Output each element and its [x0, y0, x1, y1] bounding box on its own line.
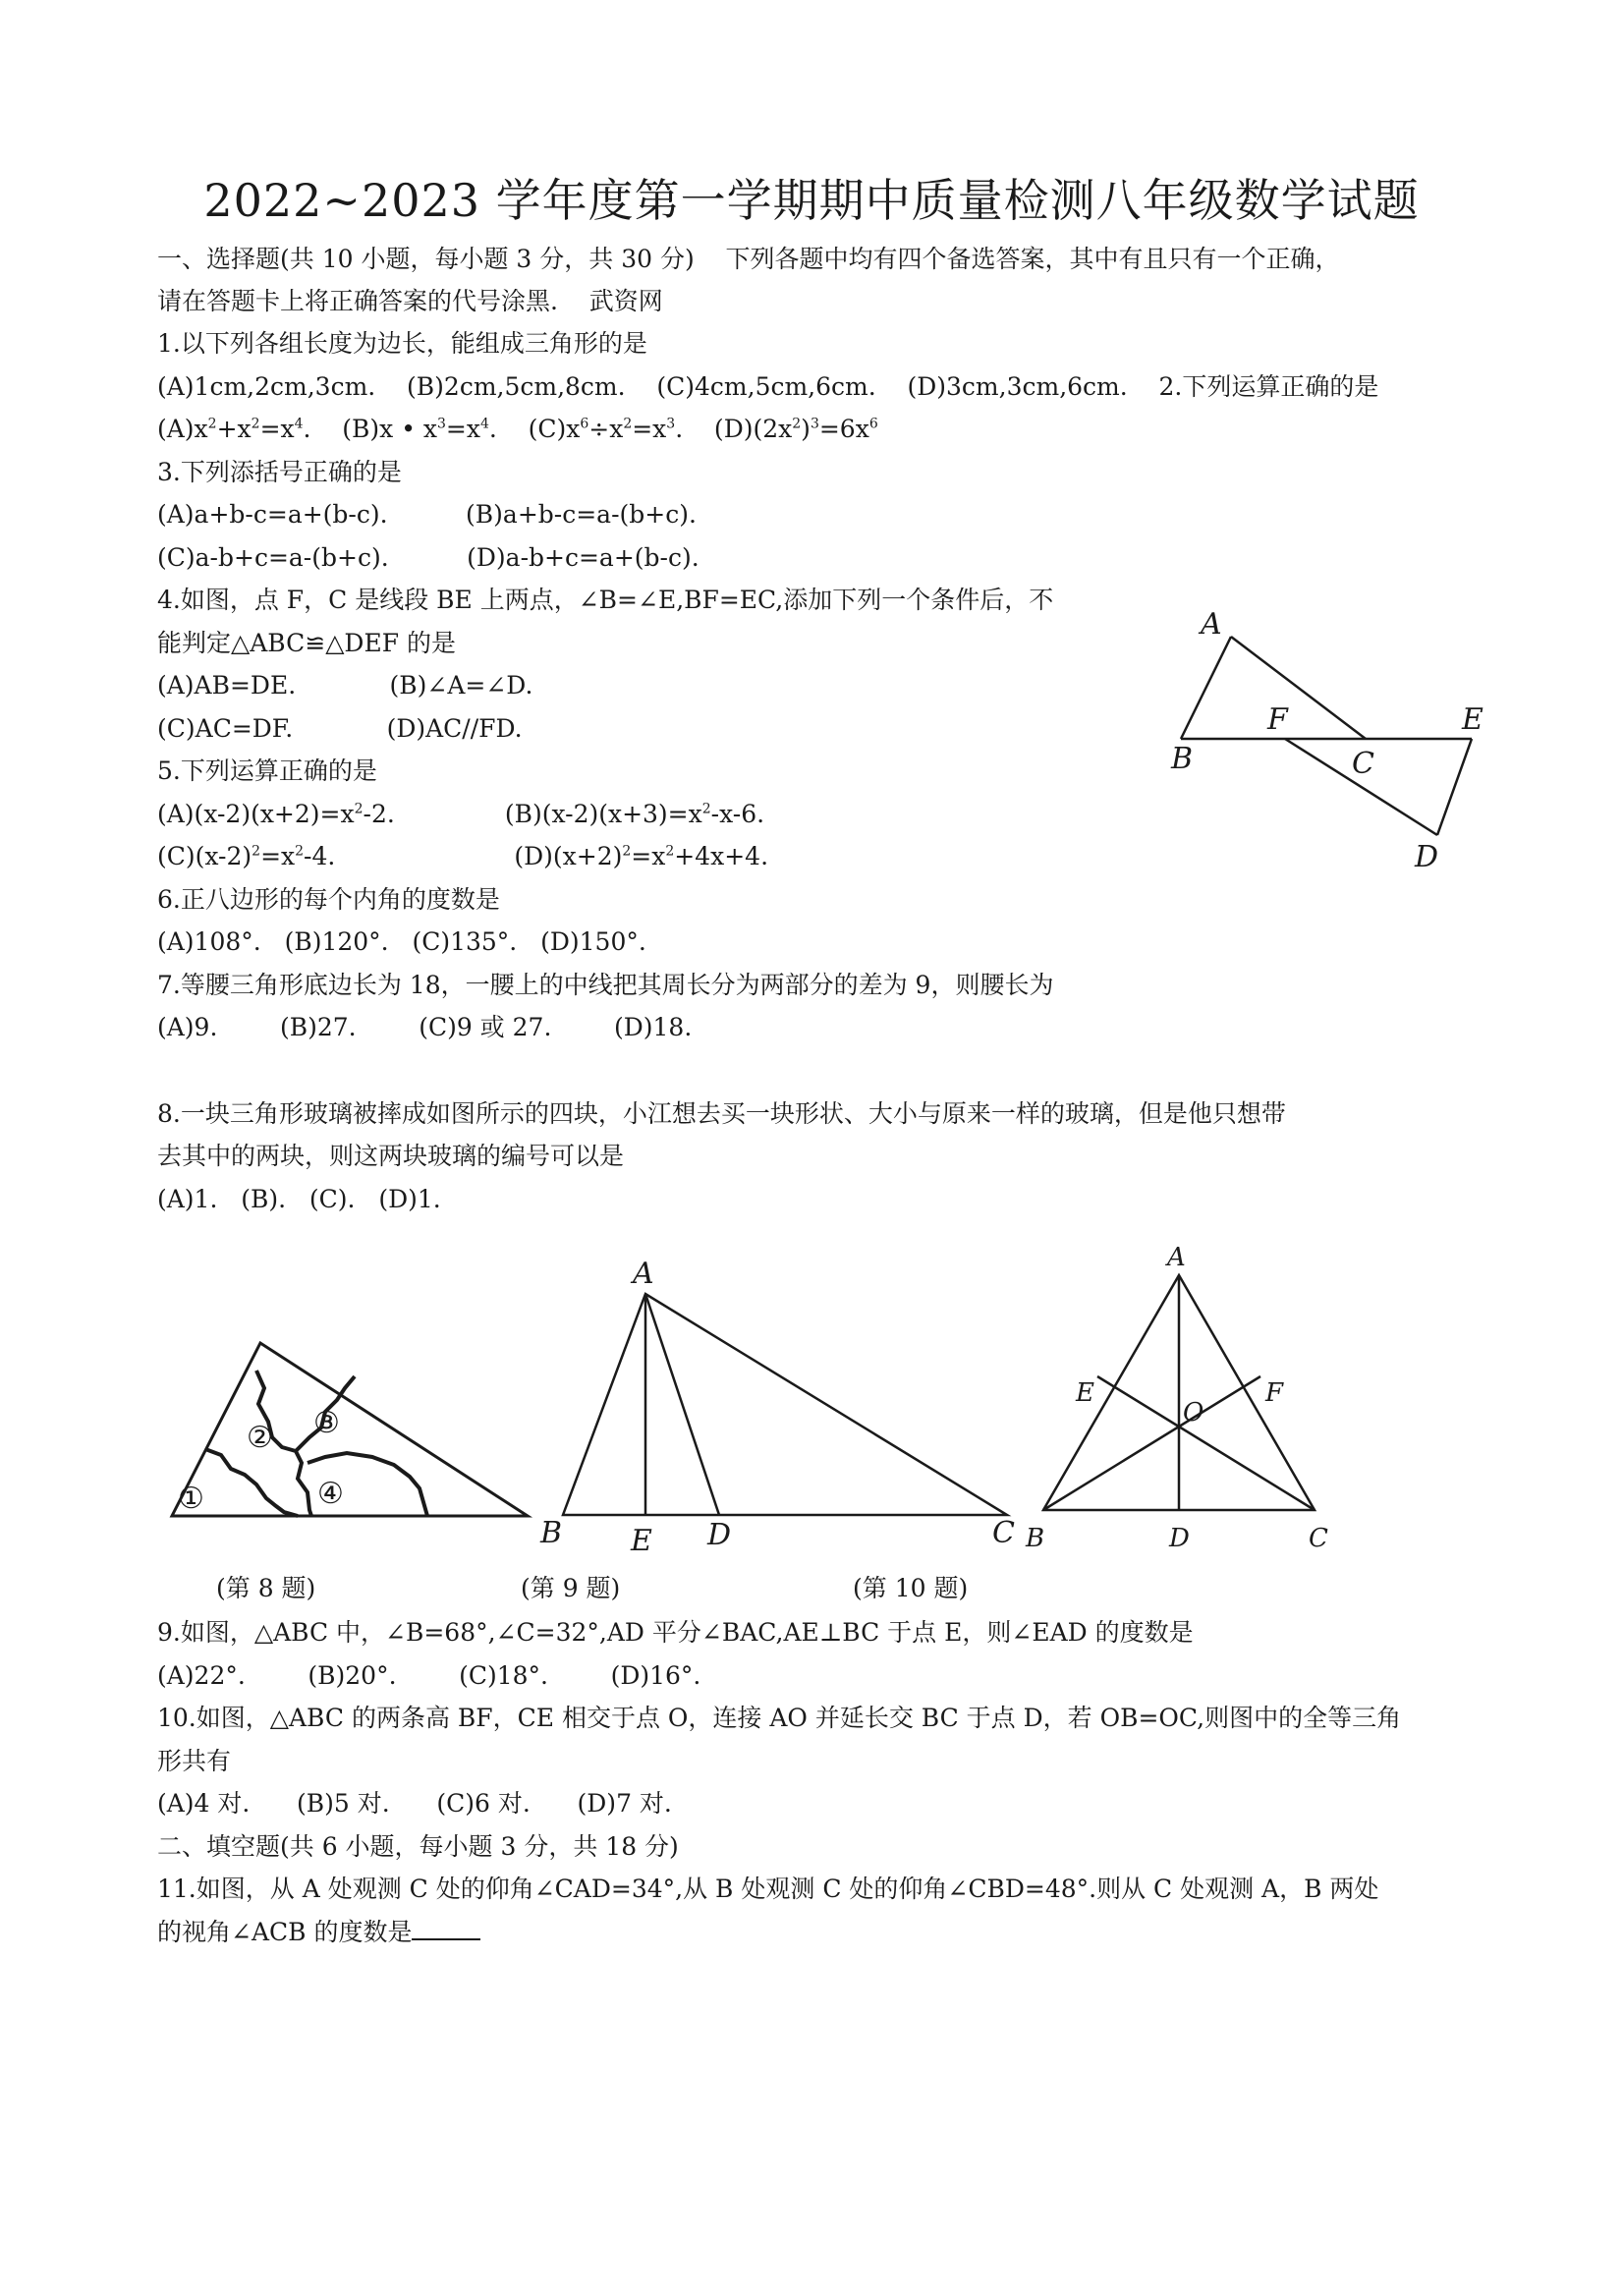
q10-stem-2: 形共有 [157, 1747, 232, 1775]
q3-stem: 3.下列添括号正确的是 [157, 458, 402, 486]
q3-options-row1: (A)a+b-c=a+(b-c). (B)a+b-c=a-(b+c). [157, 500, 697, 529]
fig10-label-f: F [1265, 1378, 1284, 1408]
fig10-label-a: A [1167, 1243, 1186, 1272]
q5-stem: 5.下列运算正确的是 [157, 756, 377, 785]
fig10-label-c: C [1309, 1524, 1328, 1553]
q8-options: (A)1. (B). (C). (D)1. [157, 1185, 441, 1213]
q11-stem-1: 11.如图，从 A 处观测 C 处的仰角∠CAD=34°,从 B 处观测 C 处的仰角∠CBD=48°.则从 C 处观测 A，B 两处 [157, 1875, 1379, 1903]
fig9-label-b: B [540, 1516, 563, 1550]
fig4-label-f: F [1267, 702, 1288, 737]
q11-answer-blank [412, 1917, 480, 1940]
figure-q4 [1159, 609, 1493, 874]
fig10-label-b: B [1026, 1524, 1045, 1553]
q5-options-row2: $(C)(x-2)^2=x^2-4$. $(D)(x+2)^2=x^2+4x+4$. [157, 842, 769, 870]
figure-q8 [162, 1331, 535, 1528]
q4-stem-1: 4.如图，点 F，C 是线段 BE 上两点，∠B=∠E,BF=EC,添加下列一个条件后，不 [157, 586, 1054, 614]
fig9-label-a: A [633, 1257, 654, 1291]
q7-stem: 7.等腰三角形底边长为 18，一腰上的中线把其周长分为两部分的差为 9，则腰长为 [157, 971, 1054, 999]
fig4-label-e: E [1462, 702, 1483, 737]
q5-options-row1: $(A)(x-2)(x+2)=x^2-2$. $(B)(x-2)(x+3)=x^2-x-6$. [157, 800, 765, 828]
figure-q9 [531, 1240, 1041, 1564]
q6-stem: 6.正八边形的每个内角的度数是 [157, 885, 500, 914]
q10-stem-1: 10.如图，△ABC 的两条高 BF，CE 相交于点 O，连接 AO 并延长交 BC 于点 D，若 OB=OC,则图中的全等三角 [157, 1704, 1402, 1732]
caption-q8: (第 8 题) [216, 1574, 316, 1602]
fig8-piece-3: ③ [313, 1406, 340, 1440]
q2-options: $(A)x^2+x^2=x^4$. (B)x • $x^3=x^4$. $(C)x^6\div x^2=x^3$. $(D)(2x^2)^3=6x^6$ [157, 415, 878, 443]
fig10-label-d: D [1169, 1524, 1190, 1553]
fig4-label-b: B [1171, 742, 1194, 776]
section2-header: 二、填空题(共 6 小题，每小题 3 分，共 18 分) [157, 1832, 679, 1861]
section1-header: 一、选择题(共 10 小题，每小题 3 分，共 30 分) 下列各题中均有四个备选答案，其中有且只有一个正确， [157, 245, 1340, 273]
fig9-label-d: D [707, 1518, 732, 1552]
section1-header-2: 请在答题卡上将正确答案的代号涂黑. 武资网 [157, 287, 663, 315]
fig8-piece-1: ① [178, 1482, 204, 1516]
figure-q10 [1022, 1236, 1346, 1560]
fig8-piece-4: ④ [317, 1477, 344, 1511]
q9-stem: 9.如图，△ABC 中，∠B=68°,∠C=32°,AD 平分∠BAC,AE⊥BC 于点 E，则∠EAD 的度数是 [157, 1618, 1194, 1647]
fig8-piece-2: ② [247, 1421, 273, 1455]
q9-options: (A)22°. (B)20°. (C)18°. (D)16°. [157, 1661, 701, 1690]
q10-options: (A)4 对. (B)5 对. (C)6 对. (D)7 对. [157, 1789, 672, 1818]
q4-stem-2: 能判定△ABC≌△DEF 的是 [157, 629, 457, 657]
q4-options-row1: (A)AB=DE. (B)∠A=∠D. [157, 671, 533, 700]
q4-options-row2: (C)AC=DF. (D)AC//FD. [157, 714, 523, 743]
fig10-label-e: E [1076, 1378, 1094, 1408]
page-title: 2022~2023 学年度第一学期期中质量检测八年级数学试题 [203, 174, 1420, 227]
q1-options: (A)1cm,2cm,3cm. (B)2cm,5cm,8cm. (C)4cm,5cm,6cm. (D)3cm,3cm,6cm. 2.下列运算正确的是 [157, 372, 1379, 401]
fig9-label-c: C [992, 1516, 1015, 1550]
q11-stem-2: 的视角∠ACB 的度数是 [157, 1917, 480, 1948]
caption-q10: (第 10 题) [853, 1574, 969, 1602]
q7-options: (A)9. (B)27. (C)9 或 27. (D)18. [157, 1013, 693, 1041]
fig10-label-o: O [1183, 1398, 1204, 1428]
fig9-label-e: E [631, 1524, 652, 1558]
fig4-label-a: A [1201, 609, 1222, 642]
fig4-label-c: C [1352, 747, 1374, 781]
caption-q9: (第 9 题) [521, 1574, 621, 1602]
q3-options-row2: (C)a-b+c=a-(b+c). (D)a-b+c=a+(b-c). [157, 543, 700, 572]
q8-stem-2: 去其中的两块，则这两块玻璃的编号可以是 [157, 1142, 625, 1170]
q8-stem-1: 8.一块三角形玻璃被摔成如图所示的四块，小江想去买一块形状、大小与原来一样的玻璃，但是他只想带 [157, 1099, 1286, 1128]
q6-options: (A)108°. (B)120°. (C)135°. (D)150°. [157, 927, 646, 956]
fig4-label-d: D [1415, 840, 1439, 874]
q1-stem: 1.以下列各组长度为边长，能组成三角形的是 [157, 329, 647, 358]
